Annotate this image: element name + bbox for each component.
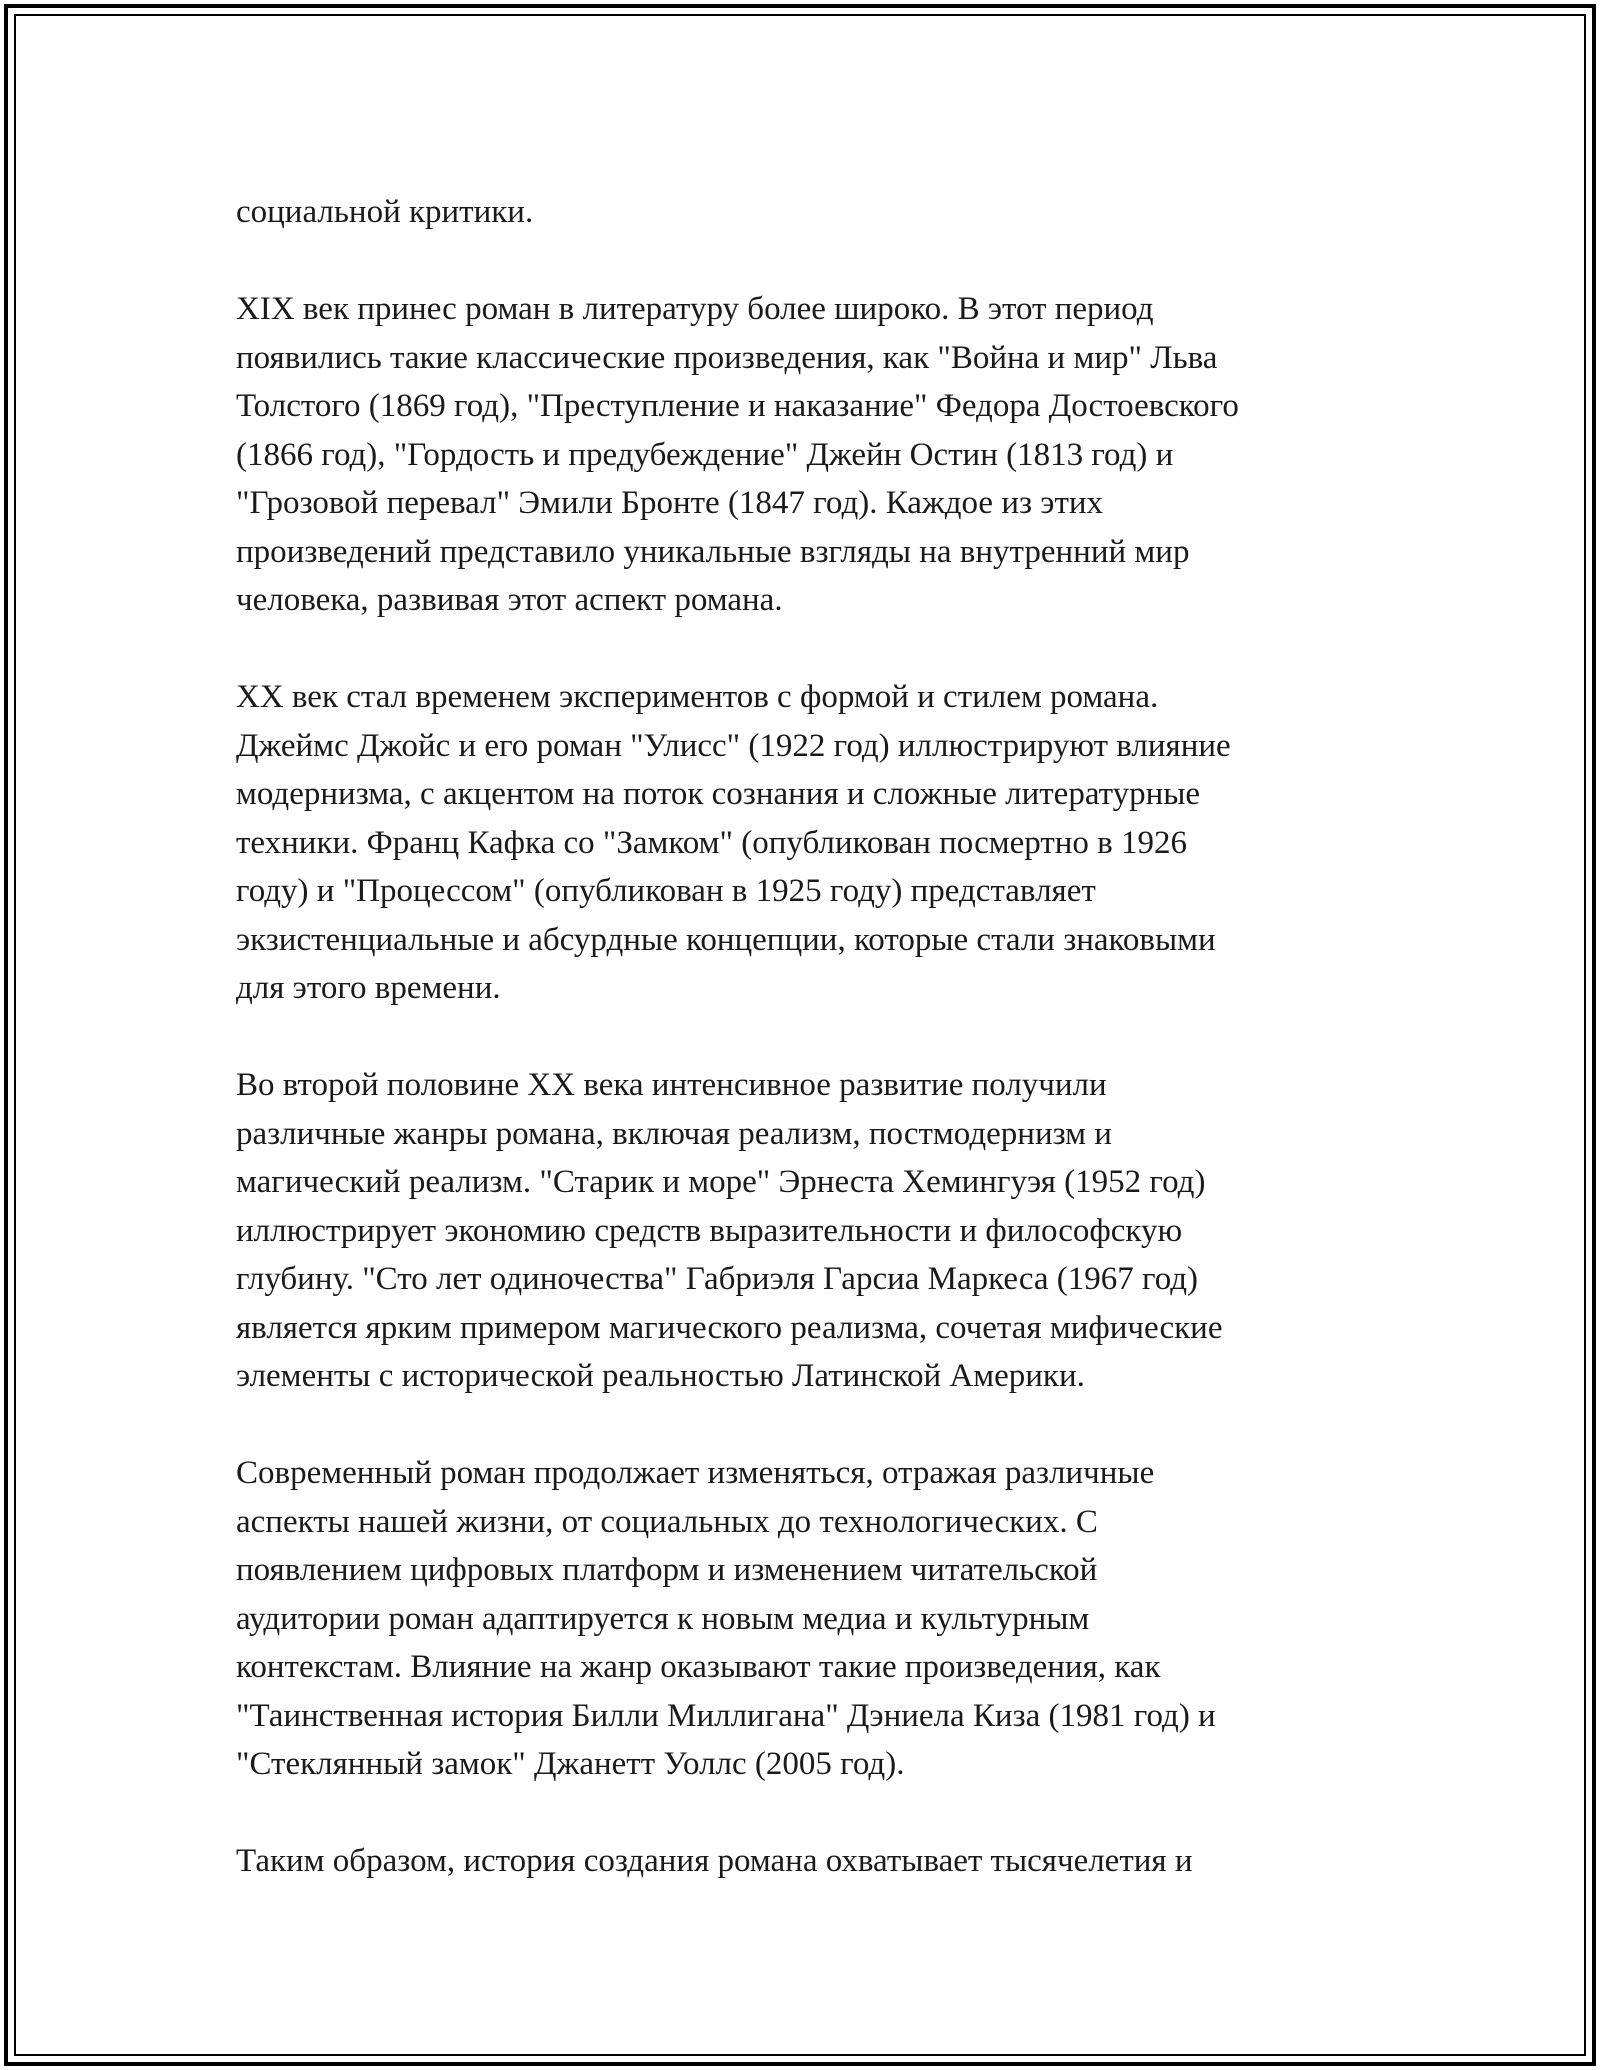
text-line: Джеймс Джойс и его роман "Улисс" (1922 год) иллюстрируют влияние [236,727,1231,764]
text-line: Толстого (1869 год), "Преступление и наказание" Федора Достоевского [236,388,1239,424]
text-line: является ярким примером магического реализма, сочетая мифические [236,1309,1223,1346]
text-line: Во второй половине XX века интенсивное развитие получили [236,1067,1107,1103]
text-line: Современный роман продолжает изменяться, отражая различные [236,1455,1155,1491]
text-line: для этого времени. [236,970,501,1006]
paragraph-6 [236,1837,1376,1886]
text-line: "Стеклянный замок" Джанетт Уоллс (2005 год). [236,1746,905,1782]
text-line: глубину. "Сто лет одиночества" Габриэля Гарсиа Маркеса (1967 год) [236,1261,1199,1297]
text-line: "Таинственная история Билли Миллигана" Дэниела Киза (1981 год) и [236,1697,1216,1734]
text-line: XX век стал временем экспериментов с формой и стилем романа. [236,679,1159,715]
text-line: году) и "Процессом" (опубликован в 1925 году) представляет [236,873,1096,909]
text-line: появлением цифровых платформ и изменением читательской [236,1552,1098,1588]
paragraph-3 [236,673,1376,1013]
text-line: человека, развивая этот аспект романа. [236,582,783,618]
paragraph-2 [236,285,1376,625]
text-line: элементы с исторической реальностью Латинской Америки. [236,1358,1085,1394]
text-line: экзистенциальные и абсурдные концепции, которые стали знаковыми [236,921,1216,958]
paragraph-4 [236,1061,1376,1401]
text-line: аудитории роман адаптируется к новым медиа и культурным [236,1600,1090,1637]
text-line: иллюстрирует экономию средств выразительности и философскую [236,1212,1183,1249]
text-line: различные жанры романа, включая реализм, постмодернизм и [236,1115,1112,1152]
text-line: произведений представило уникальные взгляды на внутренний мир [236,533,1190,570]
text-line: аспекты нашей жизни, от социальных до технологических. С [236,1503,1098,1540]
text-line: социальной критики. [236,194,534,230]
text-line: техники. Франц Кафка со "Замком" (опубликован посмертно в 1926 [236,824,1187,861]
text-line: "Грозовой перевал" Эмили Бронте (1847 год). Каждое из этих [236,485,1104,521]
text-line: контекстам. Влияние на жанр оказывают такие произведения, как [236,1649,1161,1685]
paragraph-1 [236,188,1376,237]
text-line: магический реализм. "Старик и море" Эрнеста Хемингуэя (1952 год) [236,1164,1206,1200]
text-line: появились такие классические произведения, как "Война и мир" Льва [236,339,1218,376]
text-line: модернизма, с акцентом на поток сознания и сложные литературные [236,776,1201,812]
document-body [236,188,1376,1934]
paragraph-5 [236,1449,1376,1789]
text-line: Таким образом, история создания романа охватывает тысячелетия и [236,1843,1193,1879]
text-line: (1866 год), "Гордость и предубеждение" Джейн Остин (1813 год) и [236,436,1174,473]
text-line: XIX век принес роман в литературу более широко. В этот период [236,291,1154,327]
